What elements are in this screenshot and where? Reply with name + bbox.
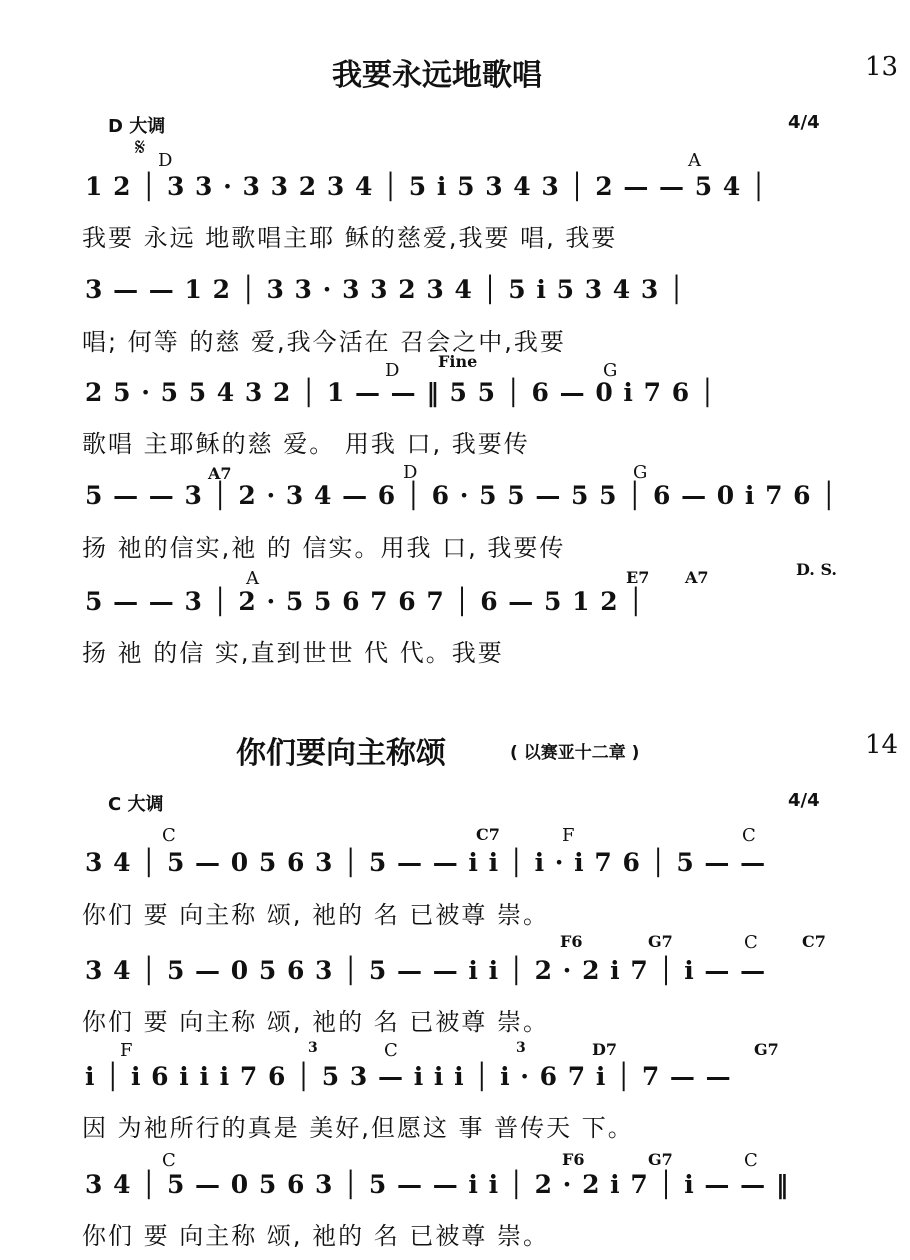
ds-mark: D. S. [796, 560, 837, 579]
chord: C [384, 1040, 398, 1061]
triplet-marker: 3 [516, 1040, 526, 1056]
chord: C [742, 825, 756, 846]
lyric-line: 唱; 何等 的慈 爱,我今活在 召会之中,我要 [82, 328, 566, 356]
chord: F [562, 825, 575, 846]
song1-page-number: 13 [865, 52, 899, 82]
chord: D [403, 462, 418, 483]
chord: G [633, 462, 648, 483]
fine-mark: Fine [438, 352, 478, 371]
chord: D7 [592, 1040, 618, 1059]
song1-title: 我要永远地歌唱 [332, 58, 542, 93]
lyric-line: 我要 永远 地歌唱主耶 稣的慈爱,我要 唱, 我要 [82, 224, 618, 252]
chord: A7 [208, 464, 232, 483]
chord: C [162, 825, 176, 846]
lyric-line: 你们 要 向主称 颂, 祂的 名 已被尊 崇。 [82, 1222, 550, 1250]
notation-line: 1 2 │ 3 3 · 3 3 2 3 4 │ 5 i 5 3 4 3 │ 2 — — 5 4 │ [85, 172, 767, 201]
chord: D [158, 150, 173, 171]
lyric-line: 歌唱 主耶稣的慈 爱。 用我 口, 我要传 [82, 430, 530, 458]
notation-line: 3 4 │ 5 — 0 5 6 3 │ 5 — — i i │ 2 · 2 i 7 │ i — — [85, 956, 766, 985]
chord: E7 [626, 568, 650, 587]
chord: C7 [476, 825, 500, 844]
segno-icon: 𝄋 [135, 133, 146, 161]
chord: F [120, 1040, 133, 1061]
lyric-line: 你们 要 向主称 颂, 祂的 名 已被尊 崇。 [82, 901, 550, 929]
notation-line: 3 4 │ 5 — 0 5 6 3 │ 5 — — i i │ i · i 7 6 │ 5 — — [85, 848, 766, 877]
song2-subtitle: ( 以赛亚十二章 ) [510, 743, 640, 763]
chord: C [744, 1150, 758, 1171]
chord: C [162, 1150, 176, 1171]
notation-line: 3 — — 1 2 │ 3 3 · 3 3 2 3 4 │ 5 i 5 3 4 3 │ [85, 275, 685, 304]
lyric-line: 扬 祂的信实,祂 的 信实。用我 口, 我要传 [82, 534, 566, 562]
notation-line: 5 — — 3 │ 2 · 5 5 6 7 6 7 │ 6 — 5 1 2 │ [85, 587, 644, 616]
song1-key: D 大调 [108, 116, 166, 137]
notation-line: 2 5 · 5 5 4 3 2 │ 1 — — ‖ 5 5 │ 6 — 0 i 7 6 │ [85, 378, 715, 407]
chord: C7 [802, 932, 826, 951]
chord: A7 [685, 568, 709, 587]
notation-line: i │ i 6 i i i 7 6 │ 5 3 — i i i │ i · 6 7 i │ 7 — — [85, 1062, 731, 1091]
song2-meter: 4/4 [788, 790, 820, 811]
lyric-line: 扬 祂 的信 实,直到世世 代 代。我要 [82, 639, 504, 667]
chord: G7 [754, 1040, 779, 1059]
chord: G [603, 360, 618, 381]
chord: D [385, 360, 400, 381]
chord: G7 [648, 1150, 673, 1169]
chord: F6 [562, 1150, 585, 1169]
lyric-line: 你们 要 向主称 颂, 祂的 名 已被尊 崇。 [82, 1008, 550, 1036]
notation-line: 3 4 │ 5 — 0 5 6 3 │ 5 — — i i │ 2 · 2 i 7 │ i — — ‖ [85, 1170, 789, 1199]
triplet-marker: 3 [308, 1040, 318, 1056]
chord: C [744, 932, 758, 953]
song2-page-number: 14 [865, 730, 899, 760]
chord: A [246, 568, 259, 589]
song1-meter: 4/4 [788, 112, 820, 133]
song2-title: 你们要向主称颂 [236, 736, 446, 771]
lyric-line: 因 为祂所行的真是 美好,但愿这 事 普传天 下。 [82, 1114, 634, 1142]
chord: G7 [648, 932, 673, 951]
chord: F6 [560, 932, 583, 951]
song2-key: C 大调 [108, 794, 164, 815]
chord: A [688, 150, 701, 171]
notation-line: 5 — — 3 │ 2 · 3 4 — 6 │ 6 · 5 5 — 5 5 │ 6 — 0 i 7 6 │ [85, 481, 837, 510]
